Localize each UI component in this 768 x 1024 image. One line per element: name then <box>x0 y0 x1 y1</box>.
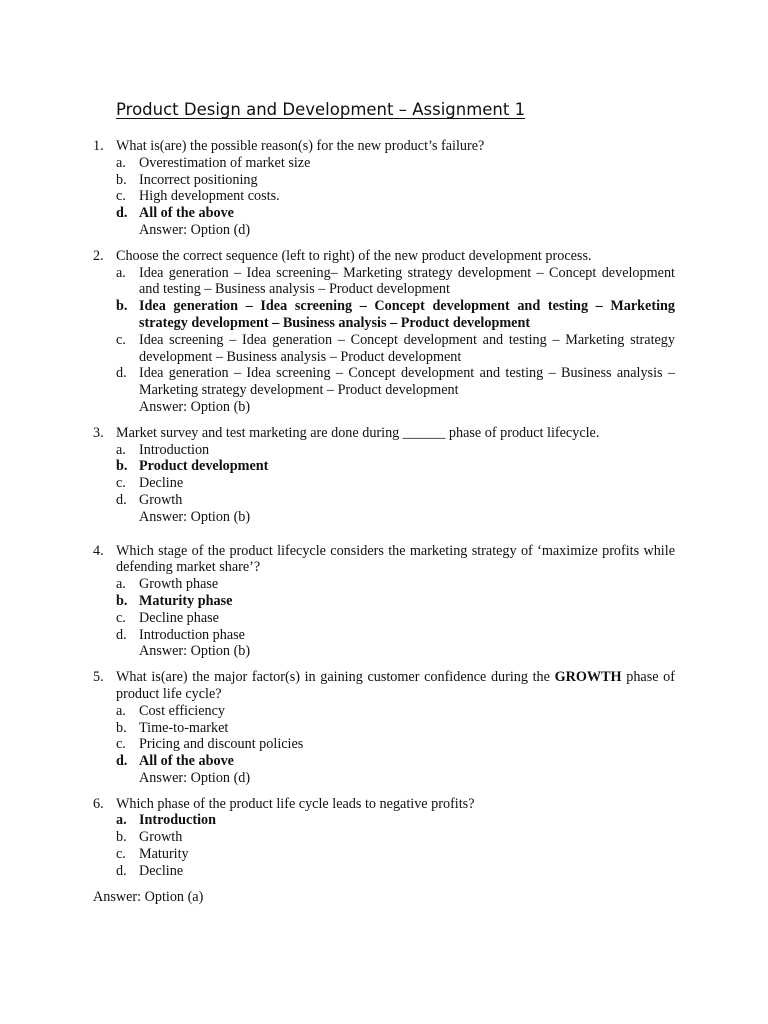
question-text: Which phase of the product life cycle leads to negative profits? <box>116 795 475 812</box>
question-number: 5. <box>93 669 104 686</box>
option-c: c. High development costs. <box>116 188 280 205</box>
emphasis-growth: GROWTH <box>554 669 622 686</box>
question-2 <box>93 248 675 416</box>
option-c: c. Maturity <box>116 846 189 863</box>
option-a: a. Growth phase <box>116 576 219 593</box>
option-d: d. Idea generation – Idea screening – Concept development and testing – Business analysis – Marketing strategy development – Product development <box>116 365 675 399</box>
page-title: Product Design and Development – Assignment 1 <box>116 100 526 119</box>
question-number: 1. <box>93 138 104 154</box>
answer-line: Answer: Option (b) <box>139 398 251 415</box>
option-b-correct: b. Product development <box>116 458 269 475</box>
question-number: 2. <box>93 247 104 264</box>
answer-line: Answer: Option (d) <box>139 221 251 238</box>
option-c: c. Decline <box>116 475 184 492</box>
option-a: a. Introduction <box>116 441 210 458</box>
question-number: 3. <box>93 424 104 441</box>
question-1 <box>93 138 675 239</box>
option-a: a. Overestimation of market size <box>116 154 311 171</box>
question-text: What is(are) the possible reason(s) for the new product’s failure? <box>116 138 485 154</box>
option-d: d. Introduction phase <box>116 626 245 643</box>
option-c: c. Pricing and discount policies <box>116 736 304 753</box>
option-a: a. Idea generation – Idea screening– Marketing strategy development – Concept development and testing – Business analysis – Product development <box>116 264 675 298</box>
answer-line: Answer: Option (d) <box>139 769 251 786</box>
question-text: Market survey and test marketing are done during ______ phase of product lifecycle. <box>116 424 600 441</box>
option-b-correct: b. Maturity phase <box>116 592 233 609</box>
option-b: b. Time-to-market <box>116 719 229 736</box>
option-c: c. Idea screening – Idea generation – Concept development and testing – Marketing strategy development – Business analysis – Product development <box>116 331 675 365</box>
question-text: Choose the correct sequence (left to right) of the new product development process. <box>116 247 592 264</box>
option-d-correct: d. All of the above <box>116 753 234 770</box>
option-b: b. Incorrect positioning <box>116 171 258 188</box>
question-3 <box>93 425 675 526</box>
answer-line: Answer: Option (b) <box>139 643 251 660</box>
option-d-correct: d. All of the above <box>116 205 234 222</box>
answer-line: Answer: Option (b) <box>139 508 251 525</box>
question-text: What is(are) the major factor(s) in gaining customer confidence during the GROWTH phase of product life cycle? <box>116 669 675 702</box>
option-a: a. Cost efficiency <box>116 702 226 719</box>
option-d: d. Decline <box>116 862 184 879</box>
question-6 <box>93 796 675 880</box>
question-list <box>93 138 675 905</box>
final-answer-line: Answer: Option (a) <box>93 888 204 905</box>
option-b: b. Growth <box>116 829 183 846</box>
question-text: Which stage of the product lifecycle considers the marketing strategy of ‘maximize profits while defending market share’? <box>116 542 675 576</box>
option-d: d. Growth <box>116 491 183 508</box>
option-c: c. Decline phase <box>116 609 219 626</box>
question-number: 6. <box>93 795 104 812</box>
question-number: 4. <box>93 542 104 559</box>
option-b-correct: b. Idea generation – Idea screening – Concept development and testing – Marketing strategy development – Business analysis – Product development <box>116 298 675 331</box>
option-a-correct: a. Introduction <box>116 812 216 829</box>
question-5 <box>93 669 675 787</box>
question-4 <box>93 543 675 661</box>
